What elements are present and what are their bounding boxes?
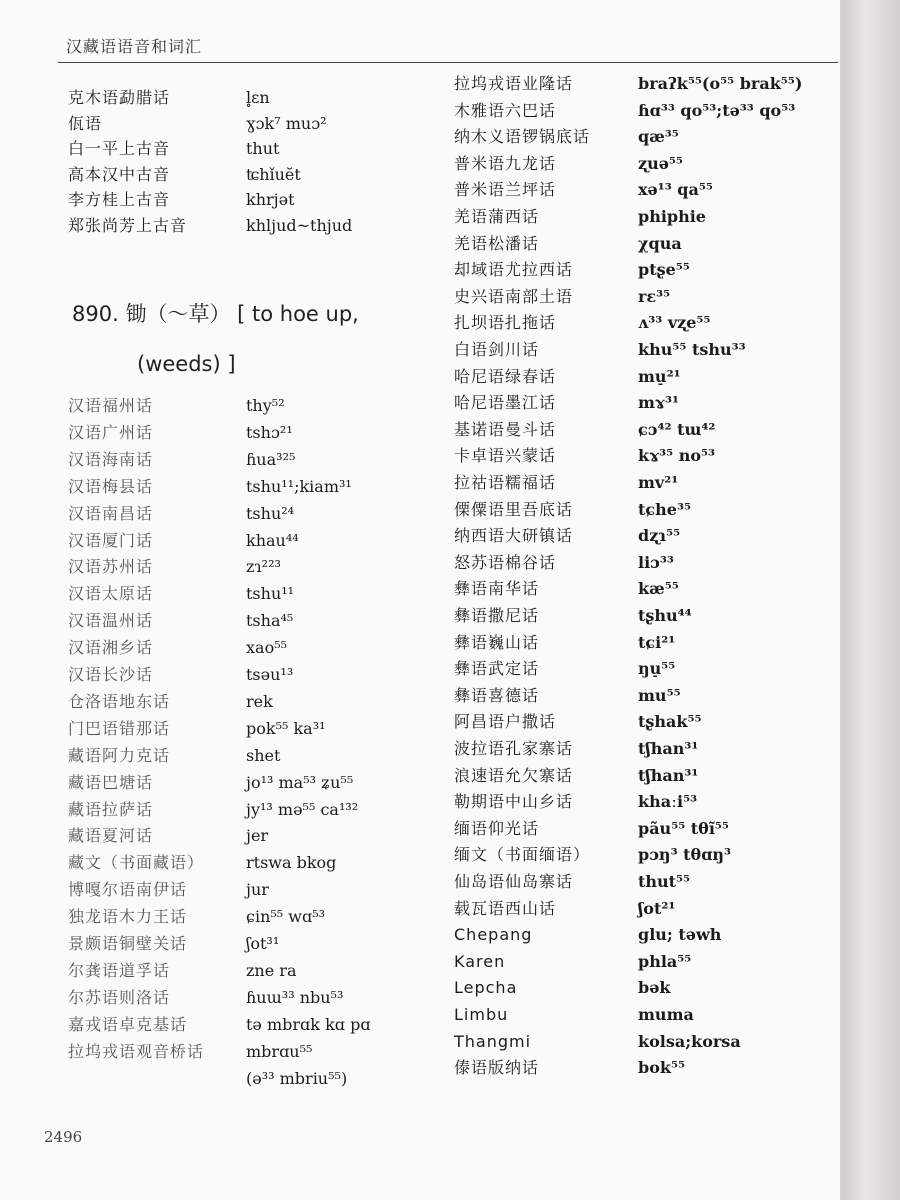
language-name: 汉语海南话 [68,449,154,469]
word-form: mv²¹ [638,473,679,492]
word-form: ɕɔ⁴² tɯ⁴² [638,419,716,439]
word-form: thy⁵² [246,396,285,415]
word-form: ʐuə⁵⁵ [638,153,683,173]
word-form: ɦua³²⁵ [246,449,296,469]
language-name: 拉坞戎语观音桥话 [68,1041,205,1061]
word-form: bok⁵⁵ [638,1058,685,1078]
word-form: phiphie [638,207,706,226]
language-name: 汉语南昌话 [68,503,154,523]
language-name: 基诺语曼斗话 [454,419,557,439]
language-name: 藏语拉萨话 [68,799,154,819]
word-form: kæ⁵⁵ [638,579,679,599]
word-form: tʃhan³¹ [638,739,699,758]
word-form: tshu²⁴ [246,503,295,523]
language-name: 汉语广州话 [68,422,154,442]
word-form: khu⁵⁵ tshu³³ [638,340,746,359]
word-form: (ə³³ mbriu⁵⁵) [246,1068,348,1088]
language-name: 彝语武定话 [454,659,540,679]
running-head: 汉藏语语音和词汇 [66,37,203,56]
language-name: 普米语兰坪话 [454,180,557,200]
word-form: tshu¹¹ [246,584,295,604]
word-form: khrjət [246,190,295,209]
language-name: 卡卓语兴蒙话 [454,446,557,466]
word-form: khau⁴⁴ [246,530,299,550]
word-form: tɕhe³⁵ [638,499,691,519]
word-form: glu; təwh [638,925,722,945]
word-form: kɤ³⁵ no⁵³ [638,446,716,466]
word-form: rtswa bkog [246,853,337,873]
word-form: ɣɔk⁷ muɔ² [246,113,327,133]
language-name: 羌语蒲西话 [454,207,540,226]
word-form: khaːi⁵³ [638,792,698,812]
page-number: 2496 [44,1128,83,1146]
word-form: ptʂe⁵⁵ [638,260,690,280]
language-name: 藏语夏河话 [68,826,154,846]
word-form: jur [246,880,269,900]
entry-heading [72,298,359,328]
language-name: 独龙语木力王话 [68,907,188,927]
language-name: 波拉语孔家寨话 [454,739,574,758]
word-form: χqua [638,233,682,253]
word-form: tshu¹¹;kiam³¹ [246,476,352,496]
word-form: mu⁵⁵ [638,685,681,705]
word-form: zne ra [246,960,297,980]
language-name: 却域语尤拉西话 [454,260,574,280]
language-name: 汉语长沙话 [68,665,154,684]
language-name: 拉祜语糯福话 [454,473,557,492]
word-form: kolsa;korsa [638,1031,741,1051]
word-form: ŋu̠⁵⁵ [638,659,676,679]
language-name: 白语剑川话 [454,340,540,359]
word-form: pãu⁵⁵ tθĩ⁵⁵ [638,818,729,838]
word-form: jy¹³ mə⁵⁵ ca¹³² [246,799,359,819]
word-form: qæ³⁵ [638,127,679,147]
language-name: 傣语版纳话 [454,1058,540,1078]
word-form: mɤ³¹ [638,393,679,413]
word-form: tɕi²¹ [638,632,676,652]
word-form: bək [638,978,671,998]
word-form: ʌ³³ vʐe⁵⁵ [638,313,711,333]
language-name: 木雅语六巴话 [454,100,557,120]
language-name: 勒期语中山乡话 [454,792,574,812]
language-name: 藏文（书面藏语） [68,853,205,873]
word-form: tʃhan³¹ [638,765,699,785]
word-form: jo¹³ ma⁵³ ʑu⁵⁵ [246,772,354,792]
word-form: jer [246,826,269,846]
language-name: 彝语巍山话 [454,632,540,652]
language-name: 阿昌语户撒话 [454,712,557,732]
language-name: 汉语梅县话 [68,476,154,496]
language-name: 哈尼语绿春话 [454,366,557,386]
word-form: muma [638,1005,694,1024]
language-name: 拉坞戎语业隆话 [454,74,574,93]
language-name: 门巴语错那话 [68,718,171,738]
language-name: 佤语 [68,113,103,133]
language-name: 普米语九龙话 [454,153,557,173]
language-name: 仙岛语仙岛寨话 [454,872,574,891]
entry-number: 890. [72,302,119,326]
language-name: 汉语温州话 [68,611,154,631]
language-name: 彝语南华话 [454,579,540,599]
language-name: 羌语松潘话 [454,233,540,253]
language-name: Limbu [454,1005,509,1024]
language-name: 汉语厦门话 [68,530,154,550]
language-name: 李方桂上古音 [68,190,171,209]
language-name: 汉语苏州话 [68,557,154,577]
language-name: 藏语巴塘话 [68,772,154,792]
word-form: thut [246,139,280,158]
language-name: 怒苏语棉谷话 [454,552,557,572]
language-name: Thangmi [454,1031,532,1051]
language-name: 汉语太原话 [68,584,154,604]
word-form: shet [246,745,281,765]
word-form: tshɔ²¹ [246,422,293,442]
word-form: ʃot²¹ [638,898,676,918]
language-name: 彝语喜德话 [454,685,540,705]
word-form: thut⁵⁵ [638,872,691,891]
language-name: 彝语撒尼话 [454,606,540,625]
word-form: braʔk⁵⁵(o⁵⁵ brak⁵⁵) [638,74,803,93]
word-form: ɦuɯ³³ nbu⁵³ [246,987,344,1007]
word-form: ɦɑ³³ qo⁵³;tə³³ qo⁵³ [638,100,796,120]
entry-gloss: [ to hoe up, [237,302,359,326]
language-name: 博嘎尔语南伊话 [68,880,188,900]
word-form: mbrɑu⁵⁵ [246,1041,313,1061]
language-name: 藏语阿力克话 [68,745,171,765]
language-name: Lepcha [454,978,518,998]
word-form: mu̠²¹ [638,366,681,386]
word-form: tə mbrɑk kɑ pɑ [246,1014,371,1034]
word-form: l̥ɛn [246,88,270,107]
word-form: phla⁵⁵ [638,951,692,971]
language-name: 浪速语允欠寨话 [454,765,574,785]
word-form: xao⁵⁵ [246,638,288,658]
word-form: zɿ²²³ [246,557,281,577]
language-name: 尔苏语则洛话 [68,987,171,1007]
word-form: ʨhǐuĕt [246,164,301,184]
language-name: 纳西语大研镇话 [454,526,574,546]
word-form: rɛ³⁵ [638,286,671,306]
language-name: 高本汉中古音 [68,164,171,184]
language-name: 傈僳语里吾底话 [454,499,574,519]
entry-gloss-continued: (weeds) ] [137,352,236,376]
header-rule [58,62,838,63]
language-name: 仓洛语地东话 [68,691,171,711]
entry-headword: 锄（～草） [125,302,231,326]
language-name: 扎坝语扎拖话 [454,313,557,333]
word-form: tʂhak⁵⁵ [638,712,702,732]
language-name: 载瓦语西山话 [454,898,557,918]
language-name: 克木语勐腊话 [68,88,171,107]
language-name: 郑张尚芳上古音 [68,215,188,235]
word-form: khljud~thjud [246,215,353,235]
word-form: ʃot³¹ [246,934,280,953]
language-name: 哈尼语墨江话 [454,393,557,413]
language-name: 汉语福州话 [68,396,154,415]
page-edge [842,0,900,1200]
language-name: 纳木义语锣锅底话 [454,127,591,147]
language-name: Karen [454,951,506,971]
word-form: dʐɿ⁵⁵ [638,526,681,546]
language-name: Chepang [454,925,533,945]
word-form: pɔŋ³ tθɑŋ³ [638,845,732,865]
language-name: 汉语湘乡话 [68,638,154,658]
language-name: 史兴语南部土语 [454,286,574,306]
language-name: 尔龚语道孚话 [68,960,171,980]
word-form: tsha⁴⁵ [246,611,294,631]
word-form: tsəu¹³ [246,665,294,684]
word-form: rek [246,691,273,711]
word-form: liɔ³³ [638,552,674,572]
language-name: 缅文（书面缅语） [454,845,591,865]
word-form: tʂhu⁴⁴ [638,606,692,625]
language-name: 景颇语铜壁关话 [68,934,188,953]
language-name: 嘉戎语卓克基话 [68,1014,188,1034]
word-form: xə¹³ qa⁵⁵ [638,180,713,200]
word-form: pok⁵⁵ ka³¹ [246,718,326,738]
language-name: 缅语仰光话 [454,818,540,838]
word-form: ɕin⁵⁵ wɑ⁵³ [246,907,326,927]
language-name: 白一平上古音 [68,139,171,158]
